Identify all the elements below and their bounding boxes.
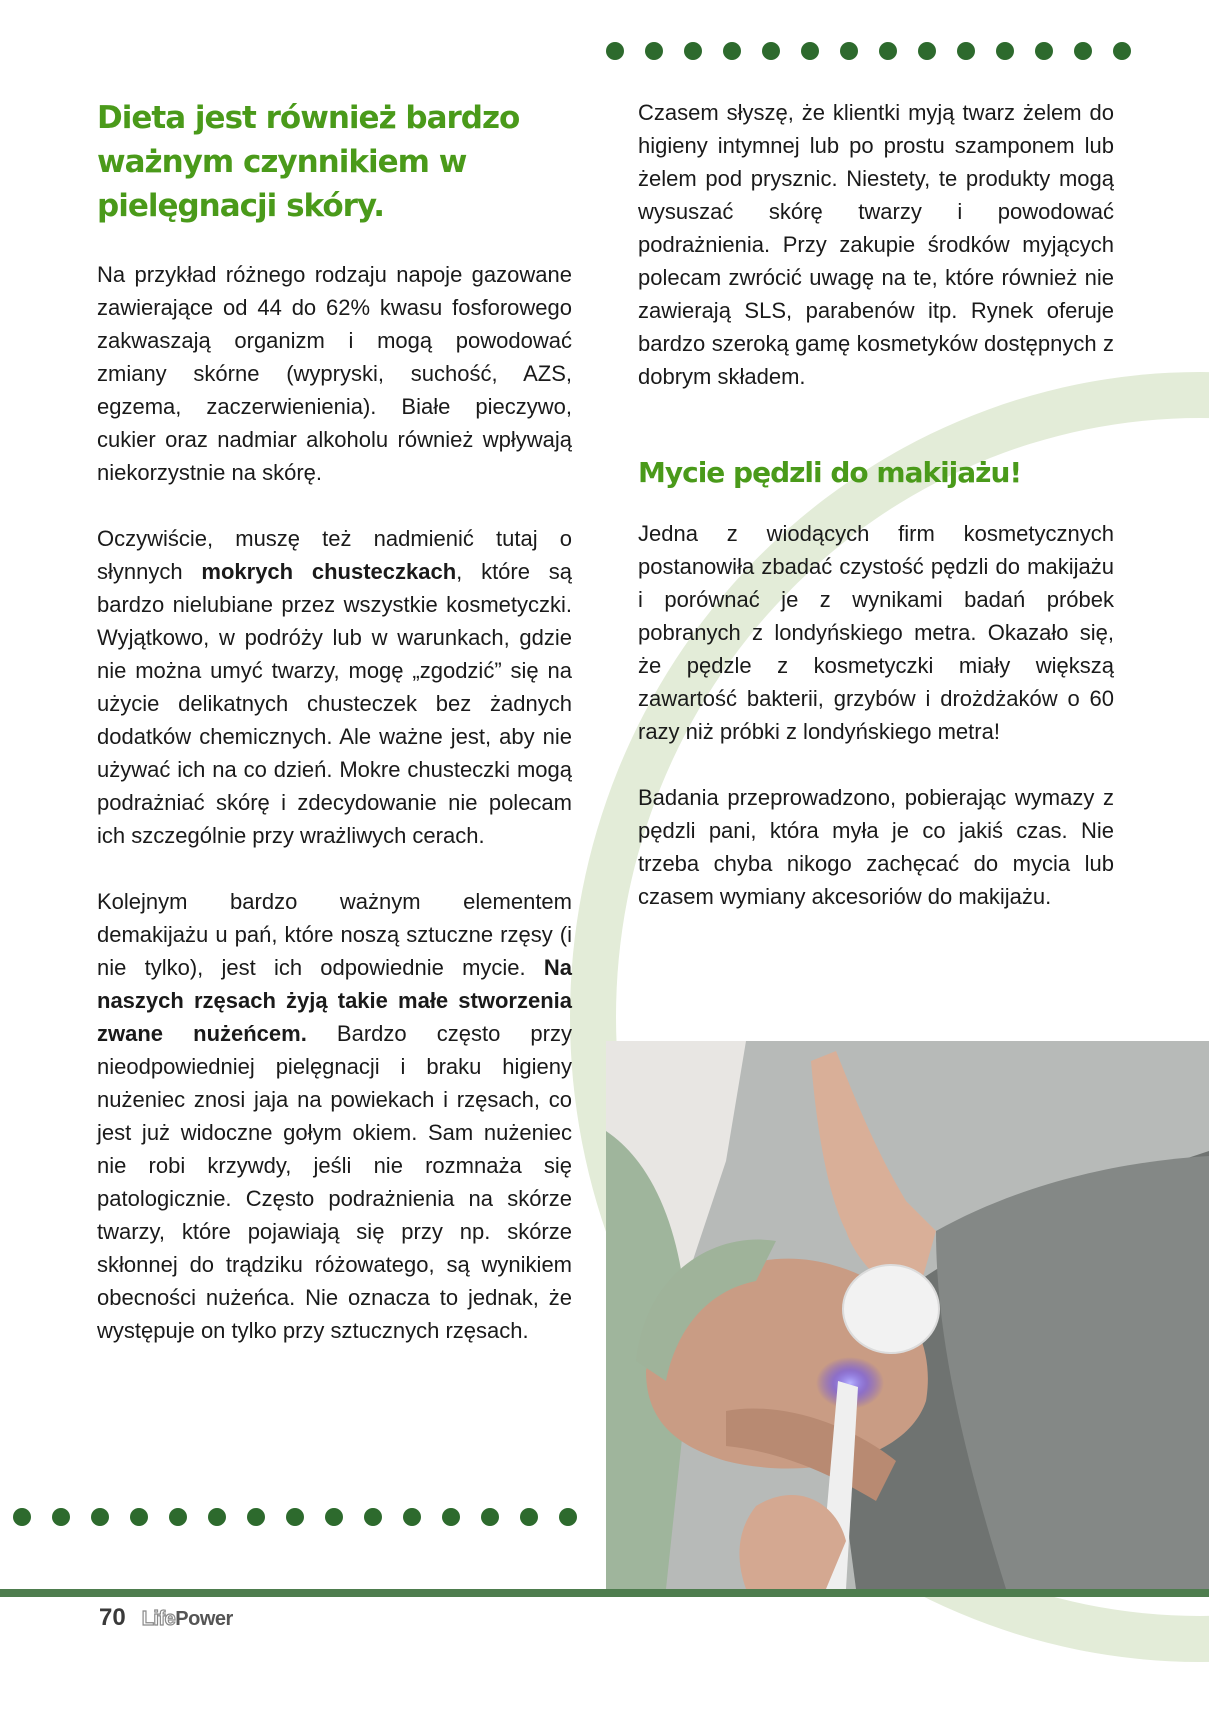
decorative-dots-bottom: [13, 1508, 577, 1526]
paragraph-cleansers: Czasem słyszę, że klientki myją twarz żelem do higieny intymnej lub po prostu szamponem lub żelem pod prysznic. Niestety, te produkty mogą wysuszać skórę twarzy i powodować podrażnienia. Przy zakupie środków myjących polecam zwrócić uwagę na te, które również nie zawierają SLS, parabenów itp. Rynek oferuje bardzo szeroką gamę kosmetyków dostępnych z dobrym składem.: [638, 100, 1114, 389]
paragraph-eyelashes: Kolejnym bardzo ważnym elementem demakijażu u pań, które noszą sztuczne rzęsy (i nie tylko), jest ich odpowiednie mycie. Na naszych rzęsach żyją takie małe stworzenia zwane nużeńcem. Bardzo często przy nieodpowiedniej pielęgnacji i braku higieny nużeniec znosi jaja na powiekach i rzęsach, co jest już widoczne gołym okiem. Sam nużeniec nie robi krzywdy, jeśli nie rozmnaża się patologicznie. Często podrażnienia na skórze twarzy, które pojawiają się przy np. skórze skłonnej do trądziku różowatego, są wynikiem obecności nużeńca. Nie oznacza to jednak, że występuje on tylko przy sztucznych rzęsach.: [97, 889, 572, 1343]
page-footer: [99, 1604, 233, 1634]
paragraph-brush-study: Jedna z wiodących firm kosmetycznych postanowiła zbadać czystość pędzli do makijażu i porównać je z wynikami badań próbek pobranych z londyńskiego metra. Okazało się, że pędzle z kosmetyczki miały większą zawartość bakterii, grzybów i drożdżaków o 60 razy niż próbki z londyńskiego metra!: [638, 521, 1114, 744]
paragraph-diet: Na przykład różnego rodzaju napoje gazowane zawierające od 44 do 62% kwasu fosforowego zakwaszają organizm i mogą powodować zmiany skórne (wypryski, suchość, AZS, egzema, zaczerwienienia). Białe pieczywo, cukier oraz nadmiar alkoholu również wpływają niekorzystnie na skórę.: [97, 262, 572, 485]
footer-rule: [0, 1589, 1209, 1597]
left-column: [97, 96, 572, 1347]
brand-logo: LifePower: [141, 1608, 233, 1630]
decorative-dots-top: [606, 42, 1131, 60]
paragraph-wet-wipes: Oczywiście, muszę też nadmienić tutaj o słynnych mokrych chusteczkach, które są bardzo nielubiane przez wszystkie kosmetyczki. Wyjątkowo, w podróży lub w warunkach, gdzie nie można umyć twarzy, mogę „zgodzić” się na użycie delikatnych chusteczek bez żadnych dodatków chemicznych. Ale ważne jest, aby nie używać ich na co dzień. Mokre chusteczki mogą podrażniać skórę i zdecydowanie nie polecam ich szczególnie przy wrażliwych cerach.: [97, 526, 572, 848]
bold-demodex: Na naszych rzęsach żyją takie małe stworzenia zwane nużeńcem.: [97, 955, 572, 1046]
bold-wet-wipes: mokrych chusteczkach: [201, 559, 457, 584]
paragraph-swabs: Badania przeprowadzono, pobierając wymazy z pędzli pani, która myła je co jakiś czas. Nie trzeba chyba nikogo zachęcać do mycia lub czasem wymiany akcesoriów do makijażu.: [638, 785, 1114, 909]
cosmetic-treatment-photo: [606, 1041, 1209, 1589]
right-column: [638, 96, 1114, 913]
article-heading: Dieta jest również bardzo ważnym czynnikiem w pielęgnacji skóry.: [97, 100, 520, 224]
section-heading-brushes: Mycie pędzli do makijażu!: [638, 456, 1022, 489]
page-number: 70: [99, 1604, 126, 1631]
